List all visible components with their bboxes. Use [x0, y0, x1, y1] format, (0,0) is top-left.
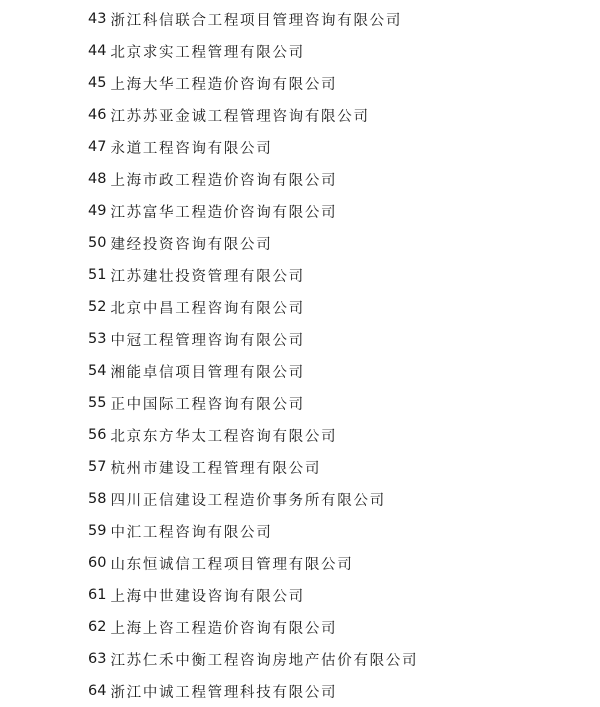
company-name: 上海市政工程造价咨询有限公司	[110, 172, 338, 189]
list-item	[88, 675, 418, 707]
item-number: 49	[88, 203, 107, 219]
item-number: 51	[88, 267, 107, 283]
company-name: 永道工程咨询有限公司	[110, 140, 273, 157]
item-number: 52	[88, 299, 107, 315]
list-item	[88, 643, 418, 675]
item-number: 48	[88, 171, 107, 187]
company-name: 北京求实工程管理有限公司	[110, 44, 305, 61]
list-item	[88, 611, 418, 643]
company-name: 杭州市建设工程管理有限公司	[110, 460, 322, 477]
company-name: 浙江科信联合工程项目管理咨询有限公司	[110, 12, 403, 29]
company-name: 江苏仁禾中衡工程咨询房地产估价有限公司	[110, 652, 419, 669]
list-item	[88, 259, 418, 291]
company-name: 上海中世建设咨询有限公司	[110, 588, 305, 605]
item-number: 64	[88, 683, 107, 699]
company-name: 江苏苏亚金诚工程管理咨询有限公司	[110, 108, 370, 125]
item-number: 59	[88, 523, 107, 539]
item-number: 44	[88, 43, 107, 59]
item-number: 50	[88, 235, 107, 251]
list-item	[88, 67, 418, 99]
item-number: 54	[88, 363, 107, 379]
list-item	[88, 35, 418, 67]
company-name: 浙江中诚工程管理科技有限公司	[110, 684, 338, 701]
company-name: 江苏建壮投资管理有限公司	[110, 268, 305, 285]
list-item	[88, 227, 418, 259]
list-item	[88, 579, 418, 611]
company-name: 北京中昌工程咨询有限公司	[110, 300, 305, 317]
company-name: 上海大华工程造价咨询有限公司	[110, 76, 338, 93]
item-number: 61	[88, 587, 107, 603]
item-number: 56	[88, 427, 107, 443]
item-number: 55	[88, 395, 107, 411]
company-name: 湘能卓信项目管理有限公司	[110, 364, 305, 381]
company-name: 正中国际工程咨询有限公司	[110, 396, 305, 413]
company-name: 北京东方华太工程咨询有限公司	[110, 428, 338, 445]
company-name: 建经投资咨询有限公司	[110, 236, 273, 253]
list-item	[88, 515, 418, 547]
item-number: 63	[88, 651, 107, 667]
list-item	[88, 3, 418, 35]
item-number: 53	[88, 331, 107, 347]
item-number: 45	[88, 75, 107, 91]
company-list	[88, 3, 418, 707]
company-name: 四川正信建设工程造价事务所有限公司	[110, 492, 386, 509]
list-item	[88, 451, 418, 483]
company-name: 中汇工程咨询有限公司	[110, 524, 273, 541]
item-number: 58	[88, 491, 107, 507]
list-item	[88, 99, 418, 131]
company-name: 江苏富华工程造价咨询有限公司	[110, 204, 338, 221]
list-item	[88, 195, 418, 227]
item-number: 62	[88, 619, 107, 635]
item-number: 43	[88, 11, 107, 27]
item-number: 60	[88, 555, 107, 571]
list-item	[88, 163, 418, 195]
company-name: 山东恒诚信工程项目管理有限公司	[110, 556, 354, 573]
item-number: 57	[88, 459, 107, 475]
company-name: 中冠工程管理咨询有限公司	[110, 332, 305, 349]
list-item	[88, 547, 418, 579]
list-item	[88, 483, 418, 515]
item-number: 47	[88, 139, 107, 155]
list-item	[88, 291, 418, 323]
list-item	[88, 131, 418, 163]
list-item	[88, 419, 418, 451]
list-item	[88, 323, 418, 355]
list-item	[88, 387, 418, 419]
company-name: 上海上咨工程造价咨询有限公司	[110, 620, 338, 637]
list-item	[88, 355, 418, 387]
item-number: 46	[88, 107, 107, 123]
